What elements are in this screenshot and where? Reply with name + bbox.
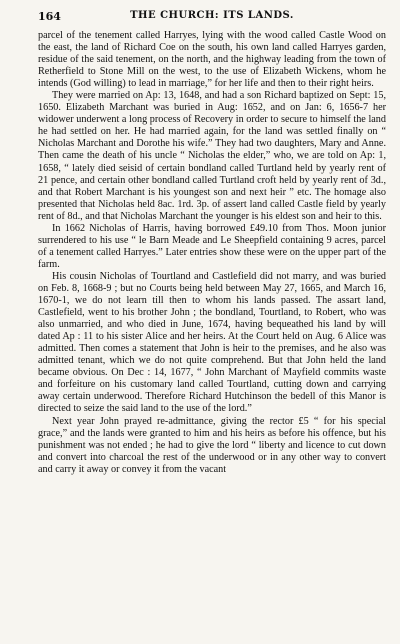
body-text <box>38 30 386 476</box>
running-head: THE CHURCH: ITS LANDS. <box>130 10 294 21</box>
page-number: 164 <box>38 10 61 23</box>
paragraph: Next year John prayed re-admittance, giving the rector £5 “ for his special grace,” and the lands were granted to him and his heirs as before his offence, but his punishment was not ended ; he had to give the lord “ liberty and licence to cut down and convert into charcoal the rest of the underwood or in any other way to convert and carry it away or convey it from the vacant <box>38 415 386 475</box>
paragraph: parcel of the tenement called Harryes, lying with the wood called Castle Wood on the east, the land of Richard Coe on the south, his own land called Harryes garden, residue of the said tenement, on the north, and the highway leading from the town of Retherfield to Stone Mill on the west, to the use of Elizabeth Wickens, whom he intends (God willing) to lead in marriage,” for her life and then to their right heirs. <box>38 30 386 90</box>
paragraph: His cousin Nicholas of Tourtland and Castlefield did not marry, and was buried on Feb. 8, 1668-9 ; but no Courts being held between May 27, 1665, and March 16, 1670-1, we do not learn till then to whom his lands passed. The assart land, Castlefield, went to his brother John ; the bondland, Tourtland, to Robert, who was also unmarried, and who died in June, 1674, having bequeathed his land by will dated Ap : 11 to his sister Alice and her heirs. At the Court held on Aug. 6 Alice was admitted. Then comes a statement that John is heir to the premises, and he also was admitted tenant, which we do not quite comprehend. But that John held the land became obvious. On Dec : 14, 1677, “ John Marchant of Mayfield commits waste and forfeiture on his customary land called Tourtland, cutting down and carrying away certain underwood. Therefore Richard Hutchinson the bedell of this Manor is directed to seize the said land to the use of the lord.” <box>38 270 386 415</box>
paragraph: They were married on Ap: 13, 1648, and had a son Richard baptized on Sept: 15, 1650. Elizabeth Marchant was buried in Aug: 1652, and on Jan: 6, 1656-7 her widower underwent a long process of Recovery in order to secure to himself the land he had settled on her. He had married again, for the land was settled finally on “ Nicholas Marchant and Dorothe his wife.” They had two daughters, Mary and Anne. Then came the death of his uncle “ Nicholas the elder,” who, we are told on Ap: 1, 1658, “ lately died seisid of certain bondland called Turtland held by yearly rent of 21 pence, and certain other bondland called Turtland croft held by yearly rent of 3d., and that Robert Marchant is his youngest son and next heir ” etc. The homage also presented that Nicholas held 8ac. 1rd. 3p. of assert land called Castle field by yearly rent of 8d., and that Nicholas Marchant the younger is his eldest son and heir to this. <box>38 90 386 222</box>
page-header <box>38 10 386 24</box>
paragraph: In 1662 Nicholas of Harris, having borrowed £49.10 from Thos. Moon junior surrendered to his use “ le Barn Meade and Le Sheepfield containing 9 acres, parcel of a tenement called Harryes.” Later entries show these were on the upper part of the farm. <box>38 222 386 270</box>
